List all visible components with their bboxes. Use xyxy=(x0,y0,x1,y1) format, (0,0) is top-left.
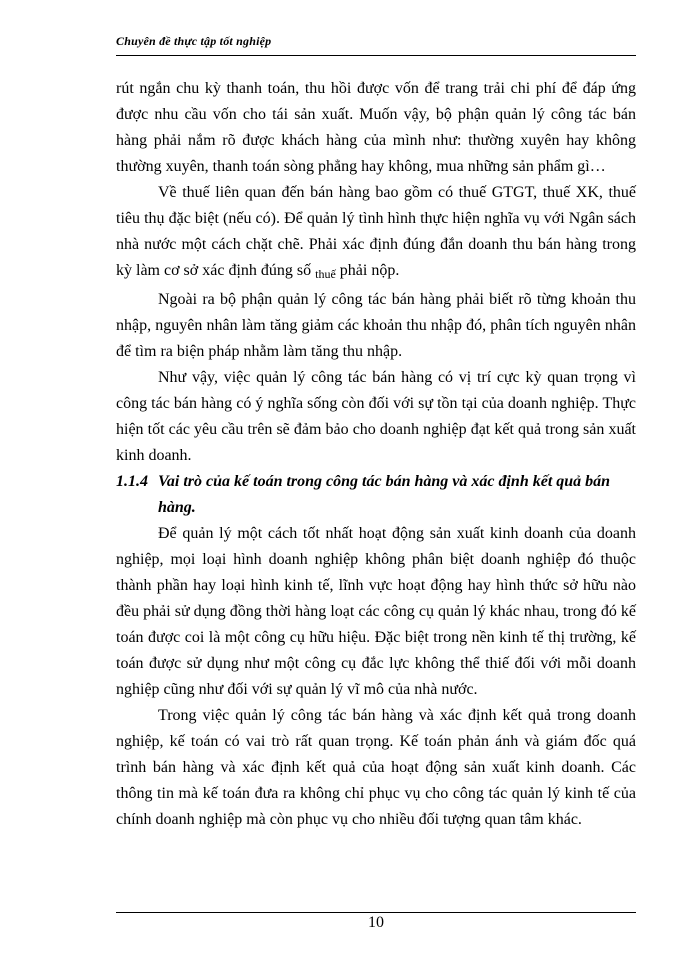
section-number: 1.1.4 xyxy=(116,473,148,490)
header-divider xyxy=(116,55,636,56)
page-header-title: Chuyên đề thực tập tốt nghiệp xyxy=(116,34,272,48)
section-heading-line-1 xyxy=(116,469,636,495)
footer-divider xyxy=(116,912,636,913)
paragraph-6: Trong việc quản lý công tác bán hàng và xác định kết quả trong doanh nghiệp, kế toán có vai trò rất quan trọng. Kế toán phản ánh và giám đốc quá trình bán hàng và xác định kết quả của hoạt động sản xuất kinh doanh. Các thông tin mà kế toán đưa ra không chỉ phục vụ cho công tác quản lý kinh tế của chính doanh nghiệp mà còn phục vụ cho nhiều đối tượng quan tâm khác. xyxy=(116,707,636,828)
paragraph-2-small-word: thuế xyxy=(315,267,336,281)
paragraph-2 xyxy=(116,180,636,287)
paragraph-4: Như vậy, việc quản lý công tác bán hàng có vị trí cực kỳ quan trọng vì công tác bán hàng có ý nghĩa sống còn đối với sự tồn tại của doanh nghiệp. Thực hiện tốt các yêu cầu trên sẽ đảm bảo cho doanh nghiệp đạt kết quả trong sản xuất kinh doanh. xyxy=(116,369,636,464)
paragraph-2-text: Về thuế liên quan đến bán hàng bao gồm có thuế GTGT, thuế XK, thuế tiêu thụ đặc biệt (nếu có). Để quản lý tình hình thực hiện nghĩa vụ với Ngân sách nhà nước một cách chặt chẽ. Phải xác định đúng đắn doanh thu bán hàng trong kỳ làm cơ sở xác định đúng số xyxy=(116,184,636,279)
page-number: 10 xyxy=(368,914,384,931)
section-heading xyxy=(116,469,636,521)
paragraph-5: Để quản lý một cách tốt nhất hoạt động sản xuất kinh doanh của doanh nghiệp, mọi loại hình doanh nghiệp không phân biệt doanh nghiệp đó thuộc thành phần hay loại hình kinh tế, lĩnh vực hoạt động hay hình thức sở hữu nào đều phải sử dụng đồng thời hàng loạt các công cụ quản lý khác nhau, trong đó kế toán được coi là một công cụ hữu hiệu. Đặc biệt trong nền kinh tế thị trường, kế toán được sử dụng như một công cụ đắc lực không thể thiế đối với mỗi doanh nghiệp cũng như đối với sự quản lý vĩ mô của nhà nước. xyxy=(116,525,636,698)
section-title: Vai trò của kế toán trong công tác bán hàng và xác định kết quả bán xyxy=(158,473,611,490)
section-title-continuation: hàng. xyxy=(158,499,196,516)
paragraph-1: rút ngắn chu kỳ thanh toán, thu hồi được vốn để trang trải chi phí để đáp ứng được nhu cầu vốn cho tái sản xuất. Muốn vậy, bộ phận quản lý công tác bán hàng phải nắm rõ được khách hàng của mình như: thường xuyên hay không thường xuyên, thanh toán sòng phẳng hay không, mua những sản phẩm gì… xyxy=(116,80,636,175)
document-body xyxy=(116,76,636,833)
paragraph-2-end: phải nộp. xyxy=(335,262,400,279)
paragraph-3: Ngoài ra bộ phận quản lý công tác bán hàng phải biết rõ từng khoản thu nhập, nguyên nhân làm tăng giảm các khoản thu nhập đó, phân tích nguyên nhân để tìm ra biện pháp nhằm làm tăng thu nhập. xyxy=(116,291,636,360)
